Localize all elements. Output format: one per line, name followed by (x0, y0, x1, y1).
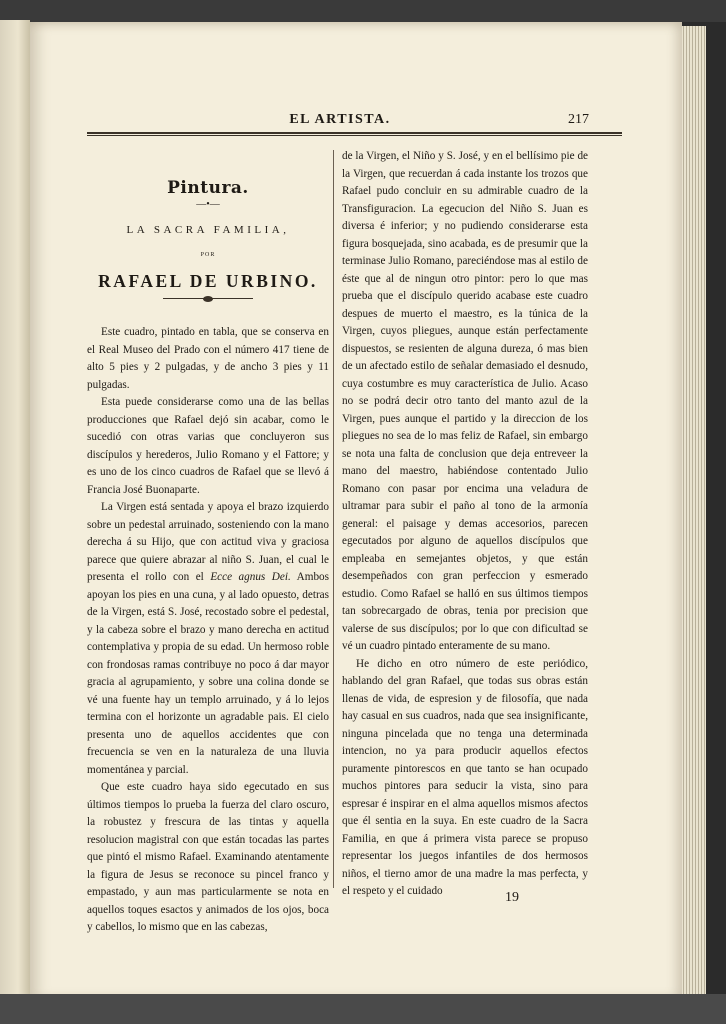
section-title: Pintura. (167, 178, 249, 198)
paragraph: He dicho en otro número de este periódico, hablando del gran Rafael, que todas sus obras están llenas de vida, de espresion y de filosofía, que nada hay casual en sus cuadros, nada que sea insignificante, ninguna pincelada que no tenga una determinada intencion, no ya para producir aquellos efectos puramente pintorescos en que tanto se han ocupado muchos pintores para seducir la vista, sino para espresar é inspirar en el alma aquellos mismos afectos que él sentia en la suya. En este cuadro de la Sacra Familia, en que á primera vista parece se propuso representar los juegos infantiles de dos hermosos niños, el tierno amor de una madre la mas perfecta, y el respeto y el cuidado (342, 657, 588, 897)
journal-title: EL ARTISTA. (289, 112, 391, 127)
ecce-italic: Ecce agnus Dei. (210, 571, 291, 583)
ornament-small: —•— (196, 198, 220, 210)
page-number: 217 (568, 112, 589, 127)
document-page (30, 22, 682, 1000)
left-body (87, 324, 329, 937)
article-subtitle: LA SACRA FAMILIA, (126, 223, 290, 236)
signature-mark: 19 (505, 890, 519, 905)
previous-page-edge (0, 20, 30, 1000)
page-stack-edges (678, 26, 706, 1002)
by-line: POR (200, 252, 216, 258)
paragraph: Esta puede considerarse como una de las bellas producciones que Rafael dejó sin acabar, como le sucedió con otras varias que concluyeron sus discípulos y herederos, Julio Romano y el Fattore; y es uno de los cinco cuadros de Rafael que se llevó á Francia José Buonaparte. (87, 396, 329, 496)
article-author: RAFAEL DE URBINO. (98, 270, 318, 291)
viewer-top-bar (0, 0, 726, 22)
right-column (342, 148, 588, 901)
paragraph (87, 499, 329, 779)
viewer-bottom-bar (0, 994, 726, 1024)
paragraph: Que este cuadro haya sido egecutado en sus últimos tiempos lo prueba la fuerza del claro oscuro, la robustez y frescura de las tintas y aquella resolucion magistral con que están tocadas las partes que pintó el mismo Rafael. Examinando atentamente la figura de Jesus se reconoce su pincel franco y empastado, y aun mas particularmente se nota en aquellos toques esactos y animados de los ojos, boca y cabellos, lo mismo que en las cabezas, (87, 781, 329, 933)
paragraph: Este cuadro, pintado en tabla, que se conserva en el Real Museo del Prado con el número 417 tiene de alto 5 pies y 2 pulgadas, y de ancho 3 pies y 11 pulgadas. (87, 326, 329, 391)
column-divider (333, 150, 334, 888)
header-rule (87, 132, 622, 136)
paragraph-text: La Virgen está sentada y apoya el brazo izquierdo sobre un pedestal arruinado, sosteniendo con la mano derecha á su Hijo, que con actitud viva y graciosa parece que quiere abrazar al niño S. Juan, el cual le presenta el rollo con el (87, 501, 329, 583)
left-column (87, 150, 329, 937)
paragraph-text: Ambos apoyan los pies en una cuna, y al lado opuesto, detras de la Virgen, está S. José, recostado sobre el pedestal, y la cabeza sobre el brazo y mano derecha en actitud contemplativa y propia de su edad. Un hermoso roble con frondosas ramas contribuye no poco á dar mayor gracia al agrupamiento, y sobre una colina donde se vé una fuente hay un templo arruinado, y á lo lejos termina con el horizonte un agradable pais. El cielo presenta uno de aquellos accidentes que con frecuencia se ven en la naturaleza de una lluvia momentánea y parcial. (87, 571, 329, 776)
paragraph: de la Virgen, el Niño y S. José, y en el bellísimo pie de la Virgen, que recuerdan á cada instante los trozos que Rafael pudo concluir en su admirable cuadro de la Transfiguracion. La egecucion del Niño S. Juan es diversa é inferior; y no pudiendo considerarse esta figura bosquejada, sino acabada, es de presumir que la terminase Julio Romano, pareciéndose mas al estilo de éste que al de ningun otro pintor: pero lo que mas prueba que el discípulo querido acabase este cuadro despues de muerto el maestro, es la túnica de la Virgen, cuyos pliegues, aunque están perfectamente dispuestos, se resienten de alguna dureza, ó mas bien de un afectado estilo de señalar demasiado el desnudo, cuya costumbre es muy característica de Julio. Acaso no se podrá decir otro tanto del manto azul de la Virgen, pues aunque el partido y la direccion de los pliegues no sea de lo mas feliz de Rafael, sin embargo se nota una falta de conclusion que deja entreveer la mano del maestro, habiéndose contentado Julio Romano con pasar por encima una veladura de ultramar para subir el paño al tono de la armonía general: el paisage y demas accesorios, parecen egecutados por alguno de aquellos discípulos que empleaba en semejantes objetos, y que están desempeñados con gran perfeccion y esmerado estudio. Como Rafael se halló en sus últimos tiempos tan sobrecargado de obras, tenia por precision que valerse de sus discípulos; por lo que con dificultad se vé un cuadro pintado enteramente de su mano. (342, 150, 588, 652)
ornament-divider (163, 296, 253, 302)
running-head (30, 112, 682, 134)
